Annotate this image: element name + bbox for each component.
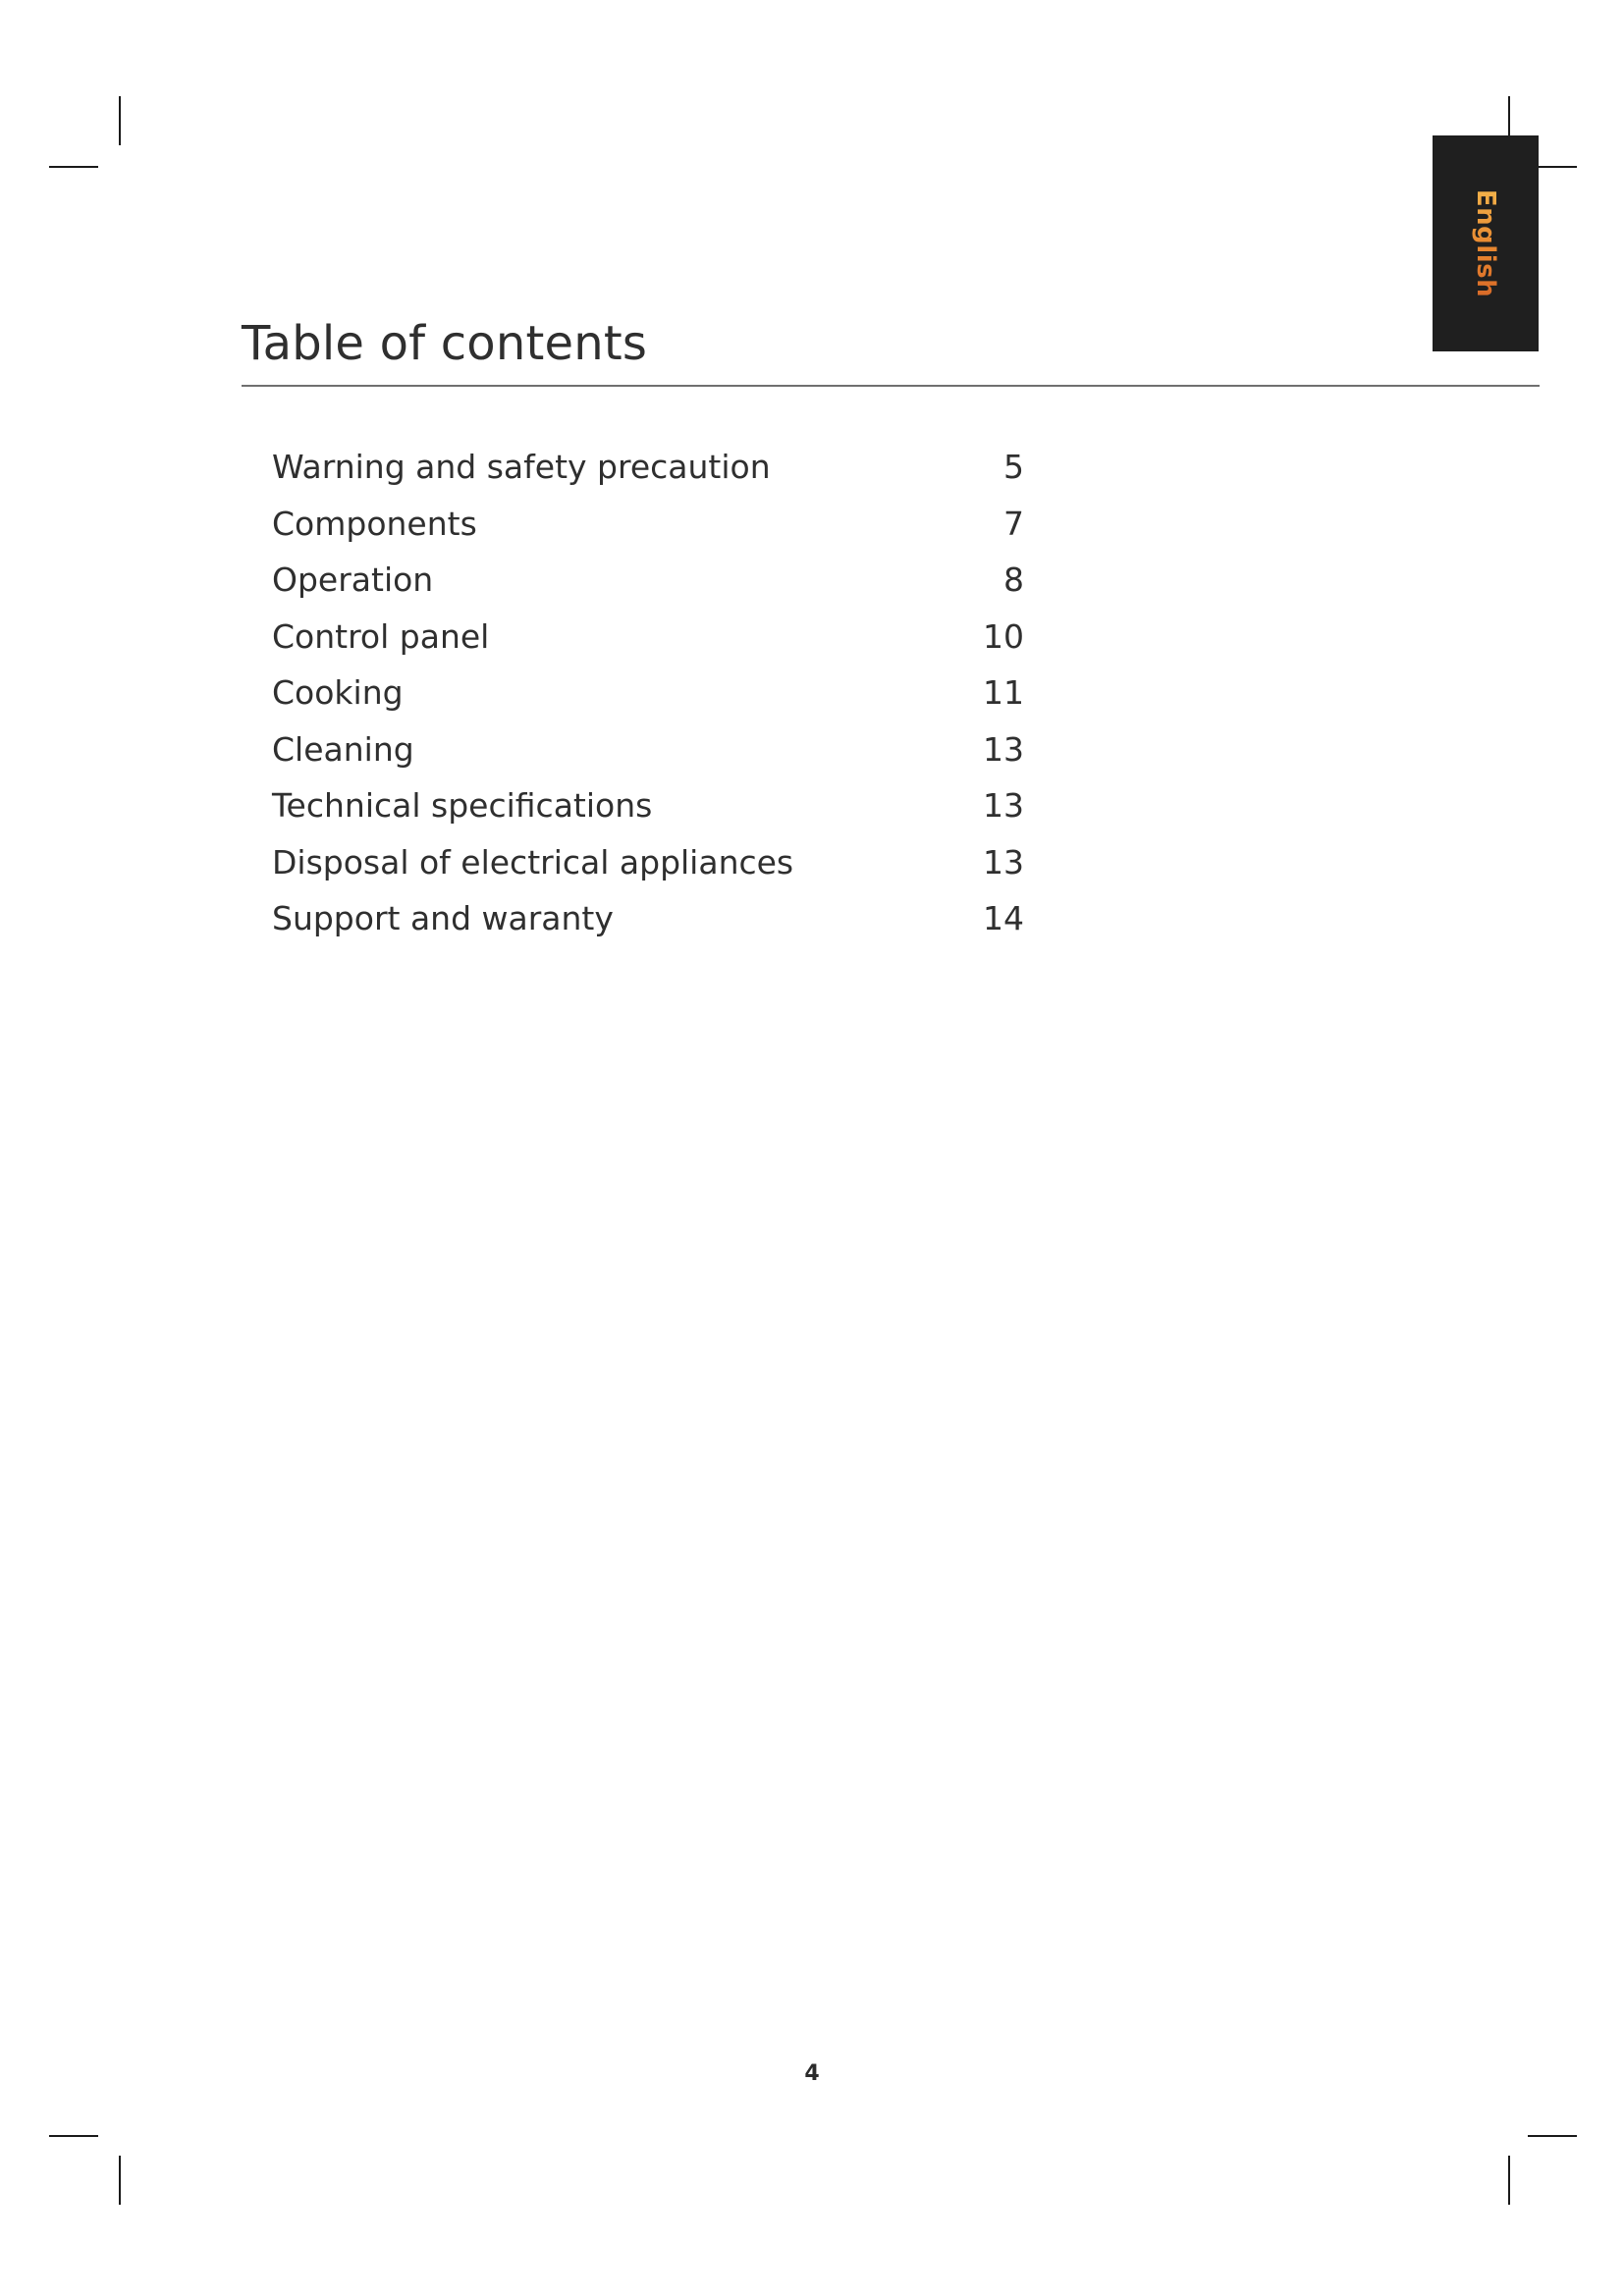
- language-tab: [1433, 135, 1539, 351]
- toc-item-title: Cooking: [272, 673, 404, 712]
- toc-item[interactable]: [272, 617, 1024, 674]
- toc-item[interactable]: [272, 448, 1024, 505]
- toc-item[interactable]: [272, 786, 1024, 843]
- toc-item-title: Warning and safety precaution: [272, 448, 771, 486]
- toc-item-title: Technical specifications: [272, 786, 653, 825]
- toc-item-title: Cleaning: [272, 729, 414, 769]
- crop-mark-bottom-left-horizontal: [49, 2135, 98, 2137]
- toc-item-page: 13: [983, 786, 1024, 825]
- toc-item-title: Components: [272, 504, 477, 543]
- toc-item-page: 13: [983, 729, 1024, 769]
- toc-item-page: 7: [1003, 504, 1024, 543]
- crop-mark-top-left-horizontal: [49, 166, 98, 168]
- toc-list: [272, 448, 1024, 956]
- toc-item-page: 5: [1003, 448, 1024, 486]
- toc-item-page: 10: [983, 616, 1024, 656]
- crop-mark-bottom-right-horizontal: [1528, 2135, 1577, 2137]
- toc-item-title: Support and waranty: [272, 899, 614, 937]
- toc-item-page: 13: [983, 842, 1024, 881]
- toc-item[interactable]: [272, 730, 1024, 787]
- page-number: 4: [804, 2061, 820, 2086]
- crop-mark-bottom-left-vertical: [119, 2156, 121, 2205]
- crop-mark-bottom-right-vertical: [1508, 2156, 1510, 2205]
- title-divider: [242, 385, 1540, 387]
- toc-item-title: Disposal of electrical appliances: [272, 842, 794, 881]
- toc-item-title: Control panel: [272, 616, 490, 656]
- toc-item[interactable]: [272, 843, 1024, 900]
- toc-item[interactable]: [272, 505, 1024, 561]
- toc-item-page: 14: [983, 899, 1024, 937]
- page-title: Table of contents: [242, 316, 648, 371]
- crop-mark-top-left-vertical: [119, 96, 121, 145]
- language-tab-label: English: [1471, 188, 1500, 298]
- toc-item-page: 8: [1003, 561, 1024, 599]
- toc-item[interactable]: [272, 899, 1024, 956]
- toc-item[interactable]: [272, 561, 1024, 617]
- toc-item-page: 11: [983, 673, 1024, 712]
- toc-item-title: Operation: [272, 561, 434, 599]
- toc-item[interactable]: [272, 673, 1024, 730]
